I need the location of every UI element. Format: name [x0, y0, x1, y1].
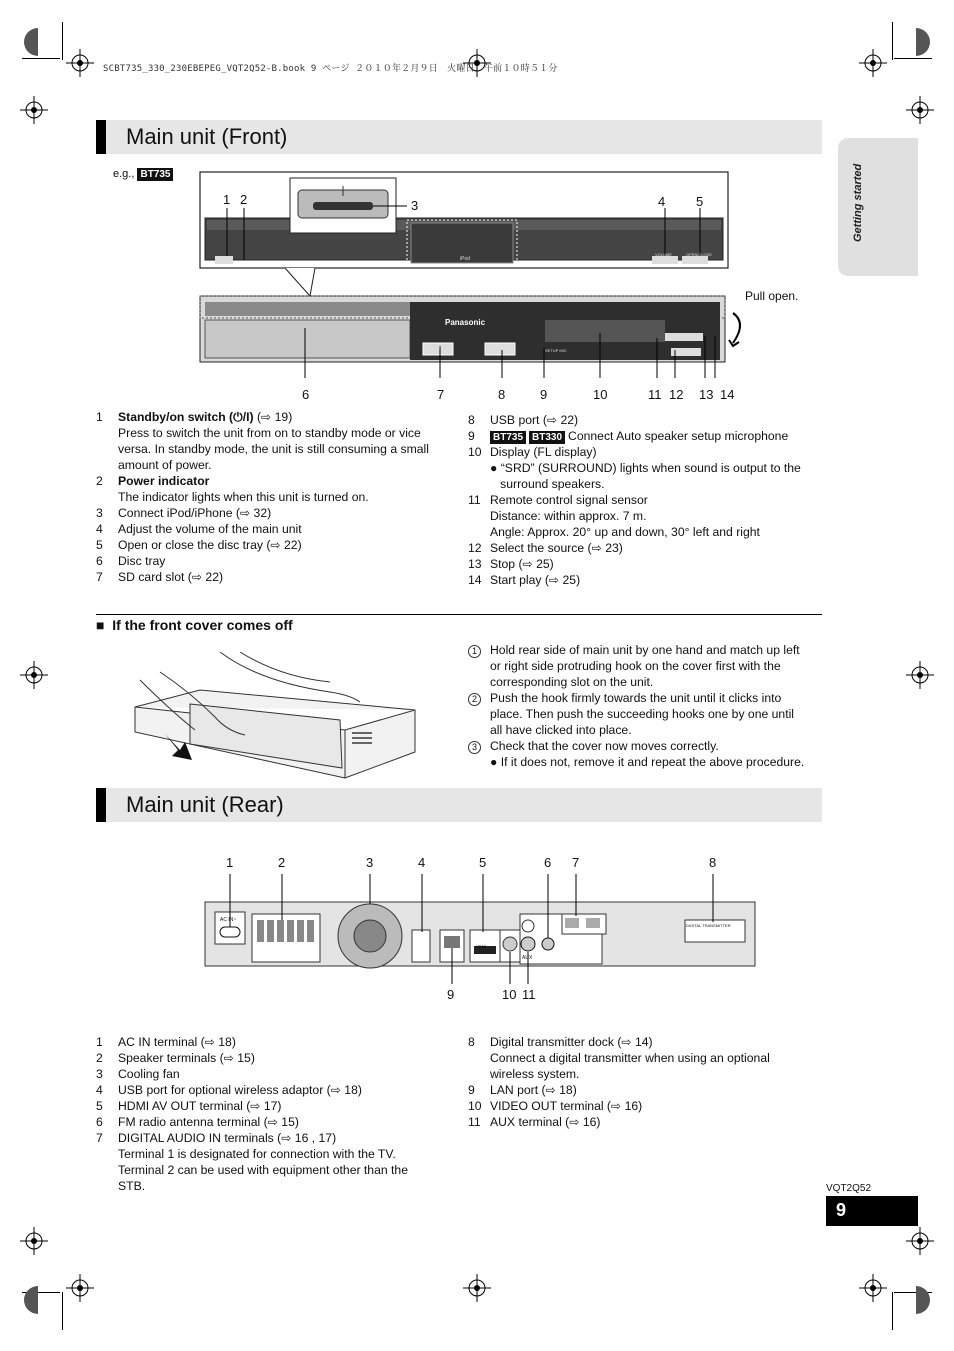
front-callout-5: 5	[696, 194, 704, 209]
pull-open-label: Pull open.	[745, 289, 799, 303]
rear-item-7: 7 DIGITAL AUDIO IN terminals (⇨ 16 , 17) Terminal 1 is designated for connection with the TV. Terminal 2 can be used with equipment other than the STB.	[96, 1131, 408, 1193]
cover-step-2: 2 Push the hook firmly towards the unit until it clicks into place. Then push the succeeding hooks one by one until all have clicked into place.	[468, 690, 824, 738]
rear-callout-2: 2	[278, 855, 286, 870]
ipod-label: iPod	[460, 256, 471, 262]
front-callout-11: 11	[648, 387, 662, 402]
front-callout-8: 8	[498, 387, 506, 402]
rear-callout-5: 5	[479, 855, 487, 870]
sd-card-label: SD CARD	[425, 345, 444, 350]
front-callout-9: 9	[540, 387, 548, 402]
front-item-7: 7 SD card slot (⇨ 22)	[96, 570, 224, 584]
front-callout-13: 13	[699, 387, 714, 402]
front-item-9: 9 BT735 BT330 Connect Auto speaker setup microphone	[468, 429, 789, 443]
side-tab	[838, 138, 918, 276]
front-callout-7: 7	[437, 387, 445, 402]
cover-steps	[468, 642, 824, 770]
front-item-3: 3 Connect iPod/iPhone (⇨ 32)	[96, 506, 272, 520]
rear-item-6: 6 FM radio antenna terminal (⇨ 15)	[96, 1115, 299, 1129]
front-callout-14: 14	[720, 387, 735, 402]
rear-item-2: 2 Speaker terminals (⇨ 15)	[96, 1051, 255, 1065]
rear-item-10: 10 VIDEO OUT terminal (⇨ 16)	[468, 1099, 643, 1113]
rear-item-3: 3 Cooling fan	[96, 1067, 180, 1081]
front-items-left	[96, 409, 456, 585]
rear-callout-8: 8	[709, 855, 717, 870]
selector-label: SELECTOR	[678, 350, 700, 355]
model-code: VQT2Q52	[826, 1183, 872, 1194]
rear-item-1: 1 AC IN terminal (⇨ 18)	[96, 1035, 236, 1049]
front-callout-1: 1	[223, 192, 231, 207]
front-callout-10: 10	[593, 387, 608, 402]
section-front-header	[96, 120, 822, 154]
rear-callout-6: 6	[544, 855, 552, 870]
page-number: 9	[826, 1196, 918, 1226]
open-close-label: OPEN/CLOSE	[686, 252, 713, 257]
front-item-11: 11 Remote control signal sensor Distance: within approx. 7 m. Angle: Approx. 20° up and down, 30° left and right	[468, 493, 760, 539]
rear-callout-1: 1	[226, 855, 234, 870]
side-tab-label: Getting started	[852, 163, 864, 242]
front-item-14: 14 Start play (⇨ 25)	[468, 573, 581, 587]
front-item-8: 8 USB port (⇨ 22)	[468, 413, 579, 427]
front-item-1: 1 Standby/on switch (⏻/I) (⇨ 19) Press to switch the unit from on to standby mode or vice versa. In standby mode, the unit is still consuming a small amount of power.	[96, 410, 429, 472]
eg-tag: BT735	[137, 168, 173, 181]
cover-illustration	[130, 652, 420, 784]
section-rear-header	[96, 788, 822, 822]
front-unit-diagram	[195, 168, 765, 378]
front-callout-2: 2	[240, 192, 248, 207]
rear-item-5: 5 HDMI AV OUT terminal (⇨ 17)	[96, 1099, 282, 1113]
front-callout-3: 3	[411, 198, 419, 213]
digital-transmitter-label: DIGITAL TRANSMITTER	[686, 923, 731, 928]
rear-callout-11: 11	[522, 987, 536, 1002]
rear-callout-3: 3	[366, 855, 374, 870]
cover-step-3: 3 Check that the cover now moves correctly. ● If it does not, remove it and repeat the above procedure.	[468, 738, 824, 770]
front-item-10: 10 Display (FL display) ● “SRD” (SURROUND) lights when sound is output to the surround speakers.	[468, 445, 801, 491]
rear-item-8: 8 Digital transmitter dock (⇨ 14) Connect a digital transmitter when using an optional wireless system.	[468, 1035, 770, 1081]
front-item-12: 12 Select the source (⇨ 23)	[468, 541, 623, 555]
ac-in-label: AC IN~	[220, 917, 237, 923]
section-front-title: Main unit (Front)	[126, 124, 288, 149]
rear-callout-4: 4	[418, 855, 426, 870]
front-callout-4: 4	[658, 194, 666, 209]
front-item-2: 2 Power indicator The indicator lights when this unit is turned on.	[96, 474, 369, 504]
rear-callout-10: 10	[502, 987, 517, 1002]
rear-unit-diagram	[200, 872, 760, 988]
print-header: SCBT735_330_230EBEPEG_VQT2Q52-B.book 9 ページ ２０１０年２月９日 火曜日 午前１０時５１分	[103, 64, 558, 74]
aux-label: AUX	[522, 955, 533, 961]
rear-callout-7: 7	[572, 855, 580, 870]
rear-item-4: 4 USB port for optional wireless adaptor (⇨ 18)	[96, 1083, 362, 1097]
front-item-4: 4 Adjust the volume of the main unit	[96, 522, 302, 536]
rear-item-11: 11 AUX terminal (⇨ 16)	[468, 1115, 601, 1129]
rear-items-left	[96, 1034, 456, 1194]
front-callout-12: 12	[669, 387, 684, 402]
front-callout-6: 6	[302, 387, 310, 402]
cover-heading: ■ If the front cover comes off	[96, 617, 293, 633]
section-rule	[96, 614, 822, 615]
rear-callout-9: 9	[447, 987, 455, 1002]
cover-step-1: 1 Hold rear side of main unit by one hand and match up left or right side protruding hook on the cover first with the corresponding slot on the unit.	[468, 642, 824, 690]
section-rear-title: Main unit (Rear)	[126, 792, 284, 817]
front-items-right	[468, 412, 824, 588]
front-item-13: 13 Stop (⇨ 25)	[468, 557, 554, 571]
setup-mic-label: SETUP MIC	[545, 348, 567, 353]
volume-label: VOLUME	[655, 252, 672, 257]
front-item-6: 6 Disc tray	[96, 554, 166, 568]
eg-label: e.g., BT735	[113, 168, 176, 181]
rear-items-right	[468, 1034, 824, 1130]
brand-logo: Panasonic	[445, 318, 486, 327]
front-item-5: 5 Open or close the disc tray (⇨ 22)	[96, 538, 302, 552]
rear-item-9: 9 LAN port (⇨ 18)	[468, 1083, 577, 1097]
hdmi-label: HDMI	[476, 944, 487, 949]
